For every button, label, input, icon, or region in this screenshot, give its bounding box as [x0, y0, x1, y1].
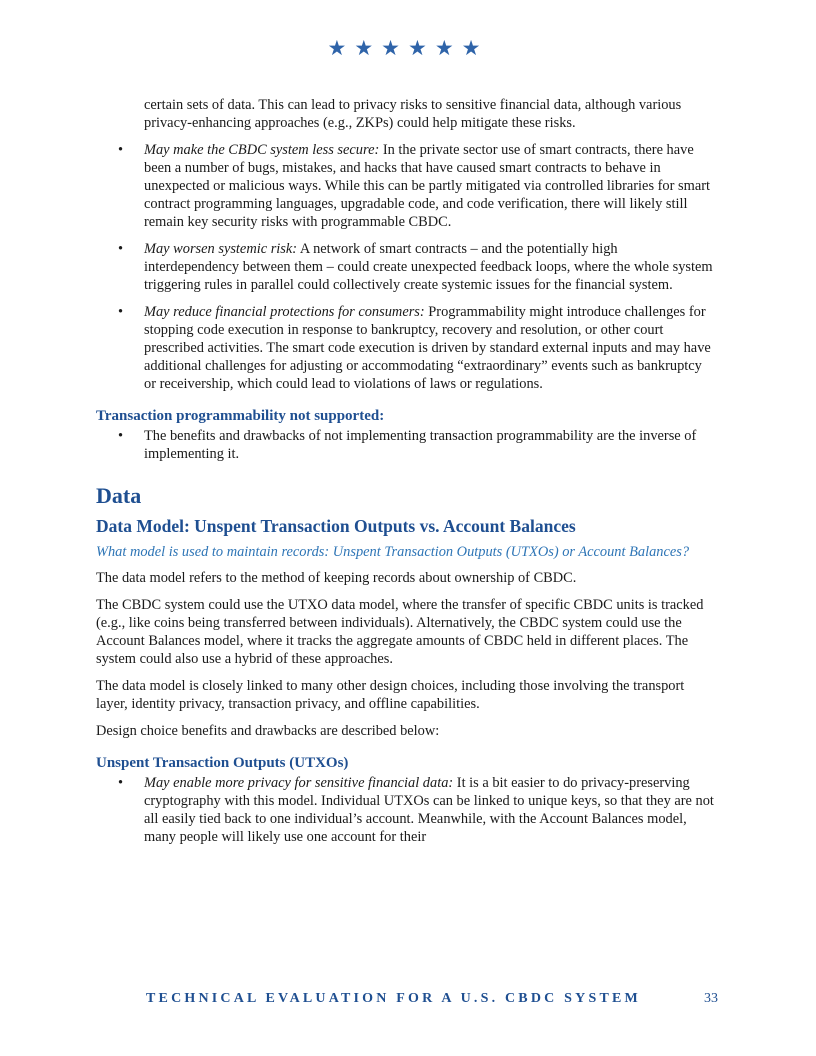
body-paragraph: Design choice benefits and drawbacks are described below:: [96, 723, 440, 739]
bullet-text: In the private sector use of smart contracts, there have been a number of bugs, mistakes, and hacks that have caused smart contracts to behave in unexpected or malicious ways. While this can be partly mitigated via controlled libraries for smart contract programming languages, upgradable code, and code verification, there will likely still remain key security risks with programmable CBDC.: [144, 142, 710, 230]
body-paragraph: The data model refers to the method of keeping records about ownership of CBDC.: [96, 570, 577, 586]
page-footer: [0, 991, 816, 1011]
list-item: [96, 774, 716, 846]
bullet-lead: May make the CBDC system less secure:: [144, 142, 380, 158]
risk-bullet-list: [96, 141, 716, 393]
page-content: [96, 96, 716, 855]
list-item: [96, 240, 716, 294]
header-stars: ★★★★★★: [327, 36, 489, 60]
list-item: • The benefits and drawbacks of not implementing transaction programmability are the inverse of implementing it.: [96, 427, 716, 463]
page-number: 33: [704, 991, 718, 1006]
body-paragraph: The CBDC system could use the UTXO data model, where the transfer of specific CBDC units is tracked (e.g., like coins being transferred between individuals). Alternatively, the CBDC system could use the Account Balances model, where it tracks the aggregate amounts of CBDC held in different places. The system could also use a hybrid of these approaches.: [96, 597, 704, 667]
bullet-lead: May enable more privacy for sensitive financial data:: [144, 775, 454, 791]
utxo-bullet-list: [96, 774, 716, 846]
body-paragraph: The data model is closely linked to many other design choices, including those involving the transport layer, identity privacy, transaction privacy, and offline capabilities.: [96, 678, 685, 712]
bullet-lead: May worsen systemic risk:: [144, 241, 298, 257]
section-title: Data: [96, 483, 142, 508]
design-question: What model is used to maintain records: Unspent Transaction Outputs (UTXOs) or Account Balances?: [96, 544, 690, 560]
bullet-text: A network of smart contracts – and the potentially high interdependency between them – could create unexpected feedback loops, where the whole system triggering rules in parallel could collectively create systemic issues for the financial system.: [144, 241, 713, 293]
subsection-title: Data Model: Unspent Transaction Outputs vs. Account Balances: [96, 516, 576, 536]
continuation-paragraph: certain sets of data. This can lead to privacy risks to sensitive financial data, although various privacy-enhancing approaches (e.g., ZKPs) could help mitigate these risks.: [144, 97, 682, 131]
not-supported-list: [96, 427, 716, 463]
bullet-text: It is a bit easier to do privacy-preserving cryptography with this model. Individual UTXOs can be linked to unique keys, so that they are not all easily tied back to one individual’s account. Meanwhile, with the Account Balances model, many people will likely use one account for their: [144, 775, 714, 845]
bullet-lead: May reduce financial protections for consumers:: [144, 304, 425, 320]
bullet-text: Programmability might introduce challenges for stopping code execution in response to bankruptcy, recovery and resolution, or other court prescribed activities. The smart code execution is driven by standard external inputs and may have additional challenges for adjusting or accommodating “extraordinary” events such as bankruptcy or receivership, which could lead to violations of laws or regulations.: [144, 304, 711, 392]
not-supported-heading: Transaction programmability not supported:: [96, 408, 385, 424]
utxo-heading: Unspent Transaction Outputs (UTXOs): [96, 755, 349, 771]
list-item: [96, 141, 716, 231]
footer-title: TECHNICAL EVALUATION FOR A U.S. CBDC SYSTEM: [146, 991, 641, 1006]
list-item: [96, 303, 716, 393]
